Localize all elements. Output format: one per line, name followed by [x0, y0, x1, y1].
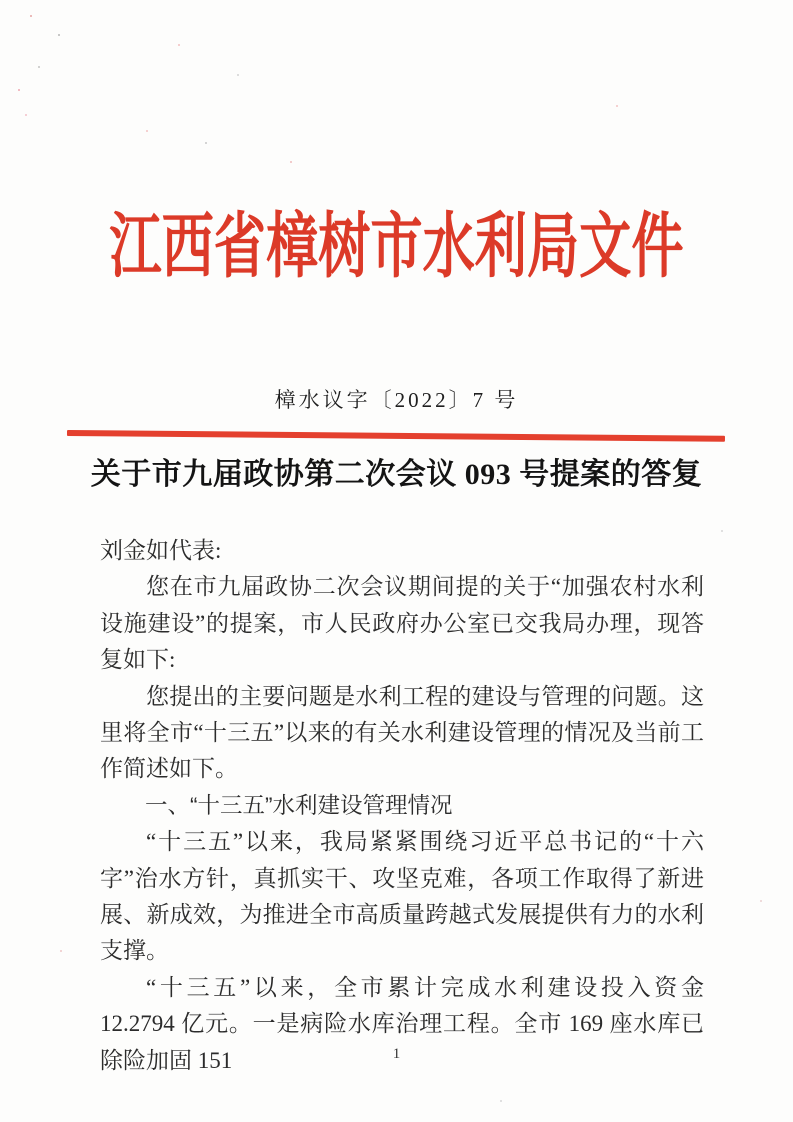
paragraph-investment: “十三五”以来，全市累计完成水利建设投入资金 12.2794 亿元。一是病险水库治理工程。全市 169 座水库已除险加固 151 [100, 974, 704, 1073]
section-heading: 一、“十三五”水利建设管理情况 [145, 792, 453, 818]
paragraph-proposal-intro: 您在市九届政协二次会议期间提的关于“加强农村水利设施建设”的提案，市人民政府办公室已交我局办理，现答复如下: [100, 574, 704, 673]
page-number: 1 [392, 1046, 401, 1062]
red-divider-line [67, 430, 725, 442]
salutation: 刘金如代表: [100, 538, 222, 563]
document-body [100, 533, 704, 1079]
document-number: 樟水议字〔2022〕7 号 [274, 388, 519, 412]
paragraph-policy: “十三五”以来，我局紧紧围绕习近平总书记的“十六字”治水方针，真抓实干、攻坚克难，各项工作取得了新进展、新成效，为推进全市高质量跨越式发展提供有力的水利支撑。 [100, 829, 704, 964]
document-title: 关于市九届政协第二次会议 093 号提案的答复 [90, 458, 703, 491]
letterhead-title: 江西省樟树市水利局文件 [109, 207, 684, 287]
scan-noise [0, 0, 2, 2]
paragraph-issue-summary: 您提出的主要问题是水利工程的建设与管理的问题。这里将全市“十三五”以来的有关水利建设管理的情况及当前工作简述如下。 [100, 683, 704, 782]
